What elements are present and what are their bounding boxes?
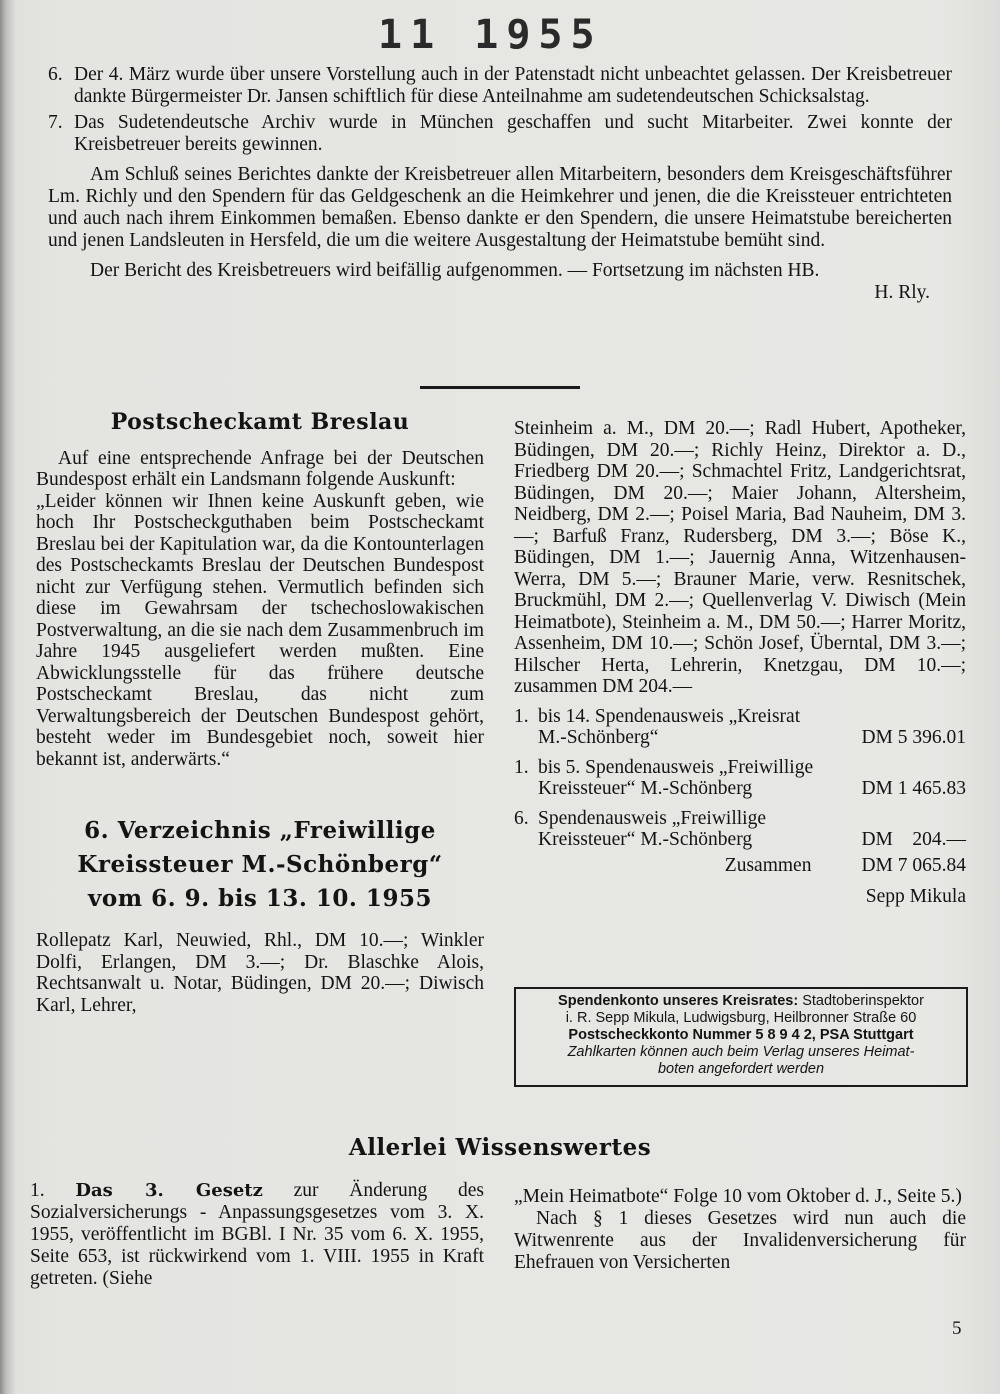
law-text: zur Änderung des Sozialversicherungs - Anpassungsgesetzes vom 3. X. 1955, veröffentlicht im BGBl. I Nr. 35 vom 6. X. 1955, Seite 653, ist rückwirkend vom 1. VIII. 1955 in Kraft getreten. (Siehe bbox=[30, 1180, 484, 1289]
item-number: 1. bbox=[30, 1180, 45, 1201]
section-heading-verzeichnis bbox=[36, 814, 484, 916]
law-reference: „Mein Heimatbote“ Folge 10 vom Oktober d. J., Seite 5.) bbox=[514, 1186, 962, 1207]
list-item bbox=[48, 112, 952, 156]
total-amount: DM 7 065.84 bbox=[861, 854, 966, 876]
summary-row bbox=[514, 757, 966, 800]
summary-row bbox=[514, 808, 966, 851]
summary-number: 1. bbox=[514, 705, 529, 727]
summary-amount: DM 204.— bbox=[861, 829, 966, 850]
box-text: i. R. Sepp Mikula, Ludwigsburg, Heilbronner Straße 60 bbox=[565, 1010, 917, 1026]
summary-amount: DM 1 465.83 bbox=[861, 778, 966, 799]
heading-line: Kreissteuer M.-Schönberg“ bbox=[77, 851, 443, 878]
box-account: Postscheckkonto Nummer 5 8 9 4 2, PSA Stuttgart bbox=[568, 1027, 914, 1043]
summary-label: Spendenausweis „Freiwillige bbox=[538, 807, 766, 829]
summary-label: M.-Schönberg“ bbox=[538, 727, 659, 748]
right-column bbox=[514, 418, 966, 908]
box-note: boten angefordert werden bbox=[657, 1061, 825, 1077]
summary-label: bis 14. Spendenausweis „Kreisrat bbox=[538, 705, 801, 727]
report-continuation bbox=[48, 64, 952, 304]
page-number: 5 bbox=[952, 1318, 962, 1339]
summary-number: 6. bbox=[514, 807, 529, 829]
summary-row bbox=[514, 706, 966, 749]
law-title: Das 3. Gesetz bbox=[75, 1180, 263, 1201]
total-label: Zusammen bbox=[724, 854, 812, 876]
section-heading-postscheckamt: Postscheckamt Breslau bbox=[110, 409, 410, 435]
law-paragraph: Nach § 1 dieses Gesetzes wird nun auch die Witwenrente aus der Invalidenversicherung für Ehefrauen von Versicherten bbox=[514, 1208, 966, 1273]
summary-label: bis 5. Spendenausweis „Freiwillige bbox=[538, 756, 814, 778]
heading-line: vom 6. 9. bis 13. 10. 1955 bbox=[88, 885, 432, 912]
heading-line: 6. Verzeichnis „Freiwillige bbox=[84, 817, 436, 844]
item-text: Das Sudetendeutsche Archiv wurde in München geschaffen und sucht Mitarbeiter. Zwei konnte der Kreisbetreuer bereits gewinnen. bbox=[74, 112, 952, 155]
donor-list-right: Steinheim a. M., DM 20.—; Radl Hubert, Apotheker, Büdingen, DM 20.—; Richly Heinz, Direktor a. D., Friedberg DM 20.—; Schmachtel Fritz, Landgerichtsrat, Büdingen, DM 20.—; Maier Johann, Altersheim, Neidberg, DM 2.—; Poisel Maria, Bad Nauheim, DM 3.—; Barfuß Franz, Rudersberg, DM 3.—; Böse K., Büdingen, DM 1.—; Jauernig Anna, Witzenhausen-Werra, DM 5.—; Brauner Marie, verw. Resnitschek, Bruckmühl, DM 2.—; Quellenverlag V. Diwisch (Mein Heimatbote), Steinheim a. M., DM 50.—; Harrer Moritz, Assenheim, DM 10.—; Schön Josef, Überntal, DM 3.—; Hilscher Herta, Lehrerin, Knetzgau, DM 10.—; zusammen DM 204.— bbox=[514, 418, 966, 697]
box-label: Spendenkonto unseres Kreisrates: bbox=[558, 993, 799, 1009]
item-number: 7. bbox=[48, 112, 63, 133]
summary-label: Kreissteuer“ M.-Schönberg bbox=[538, 778, 753, 799]
item-text: Der 4. März wurde über unsere Vorstellung auch in der Patenstadt nicht unbeachtet gelassen. Der Kreisbetreuer dankte Bürgermeister Dr. Jansen schiftlich für diese Anteilnahme am sudetendeutschen Schicksalstag. bbox=[74, 64, 952, 107]
postscheck-intro: Auf eine entsprechende Anfrage bei der Deutschen Bundespost erhält ein Landsmann folgende Auskunft: bbox=[36, 447, 484, 490]
donation-account-box bbox=[514, 987, 968, 1087]
allerlei-left-text bbox=[30, 1180, 484, 1290]
continuation-note: Der Bericht des Kreisbetreuers wird beifällig aufgenommen. — Fortsetzung im nächsten HB. bbox=[90, 260, 820, 281]
box-note: Zahlkarten können auch beim Verlag unseres Heimat- bbox=[567, 1044, 915, 1060]
section-divider bbox=[420, 386, 580, 389]
section-heading-allerlei: Allerlei Wissenswertes bbox=[348, 1134, 652, 1161]
left-column bbox=[36, 404, 484, 1016]
signer-name: Sepp Mikula bbox=[865, 886, 966, 907]
total-row bbox=[514, 855, 966, 877]
list-item bbox=[48, 64, 952, 108]
donor-list-left: Rollepatz Karl, Neuwied, Rhl., DM 10.—; Winkler Dolfi, Erlangen, DM 3.—; Dr. Blaschke Alois, Rechtsanwalt u. Notar, Büdingen, DM 20.—; Diwisch Karl, Lehrer, bbox=[36, 930, 484, 1016]
date-stamp: 11 1955 bbox=[378, 12, 603, 58]
allerlei-right-text bbox=[514, 1186, 966, 1274]
summary-number: 1. bbox=[514, 756, 529, 778]
postscheck-quote: „Leider können wir Ihnen keine Auskunft geben, wie hoch Ihr Postscheckguthaben beim Postscheckamt Breslau bei der Kapitulation war, da die Kontounterlagen des Postscheckamts Breslau der Deutschen Bundespost nicht zur Verfügung stehen. Vermutlich befinden sich diese im Gewahrsam der tschechoslowakischen Postverwaltung, an die sie nach dem Zusammenbruch im Jahre 1945 ausgeliefert werden mußten. Eine Abwicklungsstelle für das frühere deutsche Postscheckamt Breslau, das nicht zum Verwaltungsbereich der Deutschen Bundespost gehört, besteht weder im Bundesgebiet noch, soweit hier bekannt ist, anderwärts.“ bbox=[36, 490, 484, 770]
item-number: 6. bbox=[48, 64, 63, 85]
author-signature: H. Rly. bbox=[874, 282, 930, 303]
summary-label: Kreissteuer“ M.-Schönberg bbox=[538, 829, 753, 850]
box-text: Stadtoberinspektor bbox=[798, 993, 924, 1009]
closing-paragraph: Am Schluß seines Berichtes dankte der Kreisbetreuer allen Mitarbeitern, besonders dem Kreisgeschäftsführer Lm. Richly und den Spendern für das Geldgeschenk an die Heimkehrer und jenen, die die Kreissteuer entrichteten und auch nach ihrem Einkommen bemaßen. Ebenso dankte er den Spendern, die unsere Heimatstube bereicherten und jenen Landsleuten in Hersfeld, die um die weitere Ausgestaltung der Heimatstube bemüht sind. bbox=[48, 164, 952, 251]
summary-amount: DM 5 396.01 bbox=[861, 727, 966, 748]
